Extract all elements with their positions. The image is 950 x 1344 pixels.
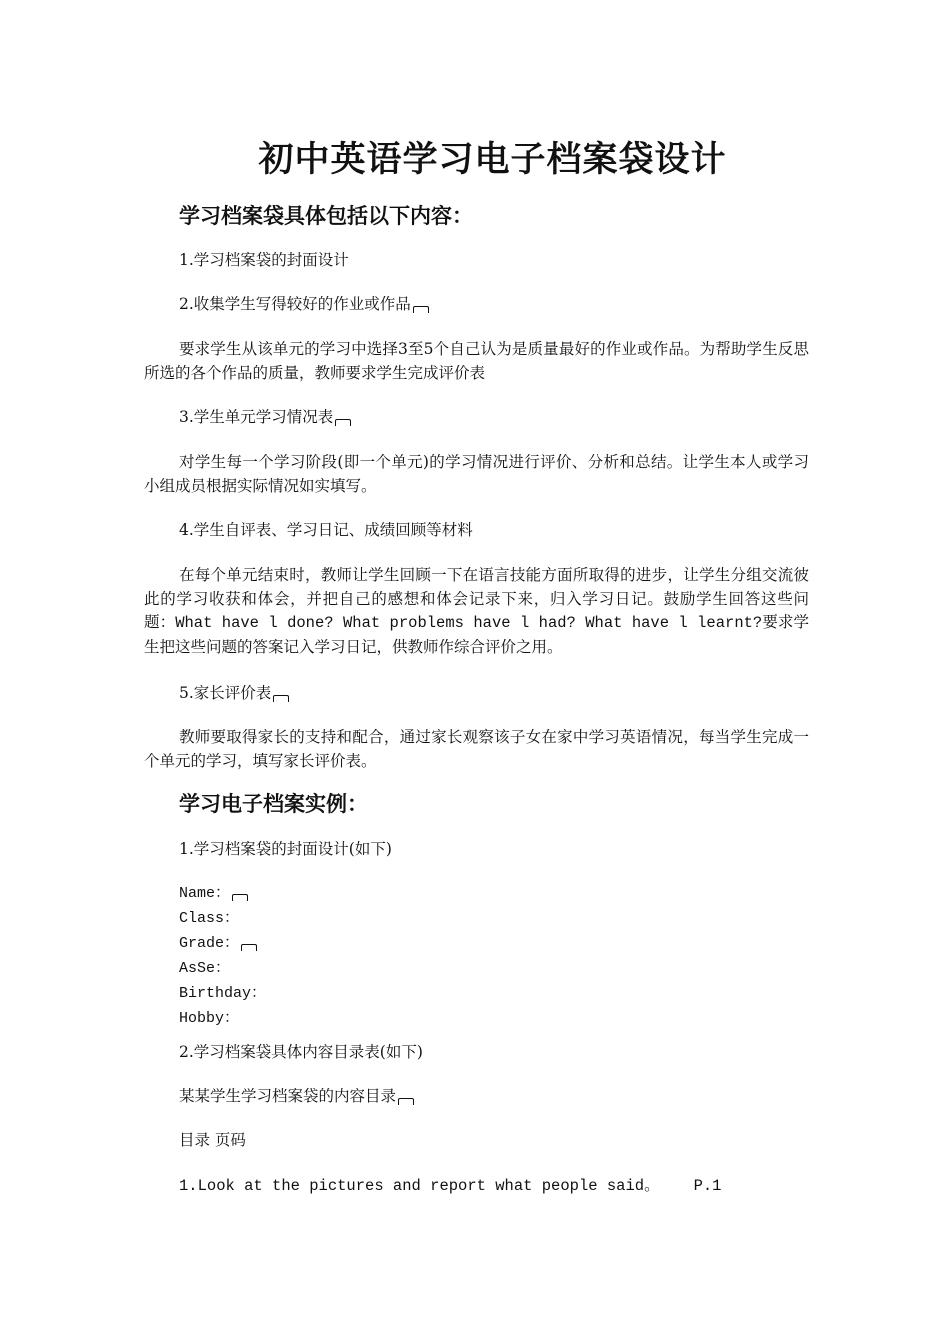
- bracket-mark-icon: [398, 1098, 414, 1105]
- bracket-mark-icon: [273, 695, 289, 702]
- toc-row-1-text: 1.Look at the pictures and report what people said。: [179, 1177, 660, 1195]
- cover-field-birthday: Birthday：: [179, 985, 267, 1002]
- cover-field-hobby: Hobby：: [179, 1010, 240, 1027]
- cover-field-name: [179, 881, 248, 906]
- item-3-text: 3.学生单元学习情况表: [179, 408, 334, 426]
- toc-row-1-page: P.1: [693, 1177, 722, 1195]
- item-5-description: 教师要取得家长的支持和配合，通过家长观察该子女在家中学习英语情况，每当学生完成一个单元的学习，填写家长评价表。: [144, 728, 809, 770]
- item-4-description-part-c: 要求学生把这些问题的答案记入学习日记，供教师作综合评价之用。: [144, 613, 809, 656]
- item-4-description-part-a: 在每个单元结束时，教师让学生回顾一下在语言技能方面所取得的进步，让学生分组交流彼此的学习收获和体会，并把自己的感想和体会记录下来，归入学习日记。鼓励学生回答这些问题：: [144, 566, 809, 631]
- item-2-text: 2.收集学生写得较好的作业或作品: [179, 295, 411, 313]
- item-5-text: 5.家长评价表: [179, 684, 272, 702]
- section-heading-example: 学习电子档案实例：: [179, 792, 368, 816]
- item-5: [179, 682, 289, 704]
- toc-header: 目录 页码: [179, 1131, 246, 1149]
- document-title: 初中英语学习电子档案袋设计: [258, 140, 727, 180]
- item-4-description: [144, 564, 809, 659]
- toc-row-1: [179, 1174, 721, 1197]
- example-1: 1.学习档案袋的封面设计(如下): [179, 840, 392, 858]
- toc-caption-text: 某某学生学习档案袋的内容目录: [179, 1087, 397, 1105]
- item-4: 4.学生自评表、学习日记、成绩回顾等材料: [179, 521, 473, 539]
- item-2-description: 要求学生从该单元的学习中选择3至5个自己认为是质量最好的作业或作品。为帮助学生反思所选的各个作品的质量，教师要求学生完成评价表: [144, 340, 809, 382]
- toc-caption: [179, 1085, 414, 1107]
- cover-field-class: Class：: [179, 910, 240, 927]
- item-3-description: 对学生每一个学习阶段(即一个单元)的学习情况进行评价、分析和总结。让学生本人或学习小组成员根据实际情况如实填写。: [144, 453, 809, 495]
- bracket-mark-icon: [232, 894, 248, 901]
- item-2: [179, 293, 429, 315]
- cover-field-asse: AsSe：: [179, 960, 231, 977]
- cover-field-grade-label: Grade：: [179, 935, 240, 952]
- example-2: 2.学习档案袋具体内容目录表(如下): [179, 1043, 423, 1061]
- section-heading-contents: 学习档案袋具体包括以下内容：: [179, 204, 473, 228]
- item-4-questions: What have l done? What problems have l had? What have l learnt?: [175, 614, 763, 632]
- item-3: [179, 406, 351, 428]
- bracket-mark-icon: [241, 944, 257, 951]
- item-1: 1.学习档案袋的封面设计: [179, 251, 349, 269]
- cover-field-grade: [179, 931, 257, 956]
- bracket-mark-icon: [413, 306, 429, 313]
- cover-field-name-label: Name：: [179, 885, 231, 902]
- bracket-mark-icon: [335, 419, 351, 426]
